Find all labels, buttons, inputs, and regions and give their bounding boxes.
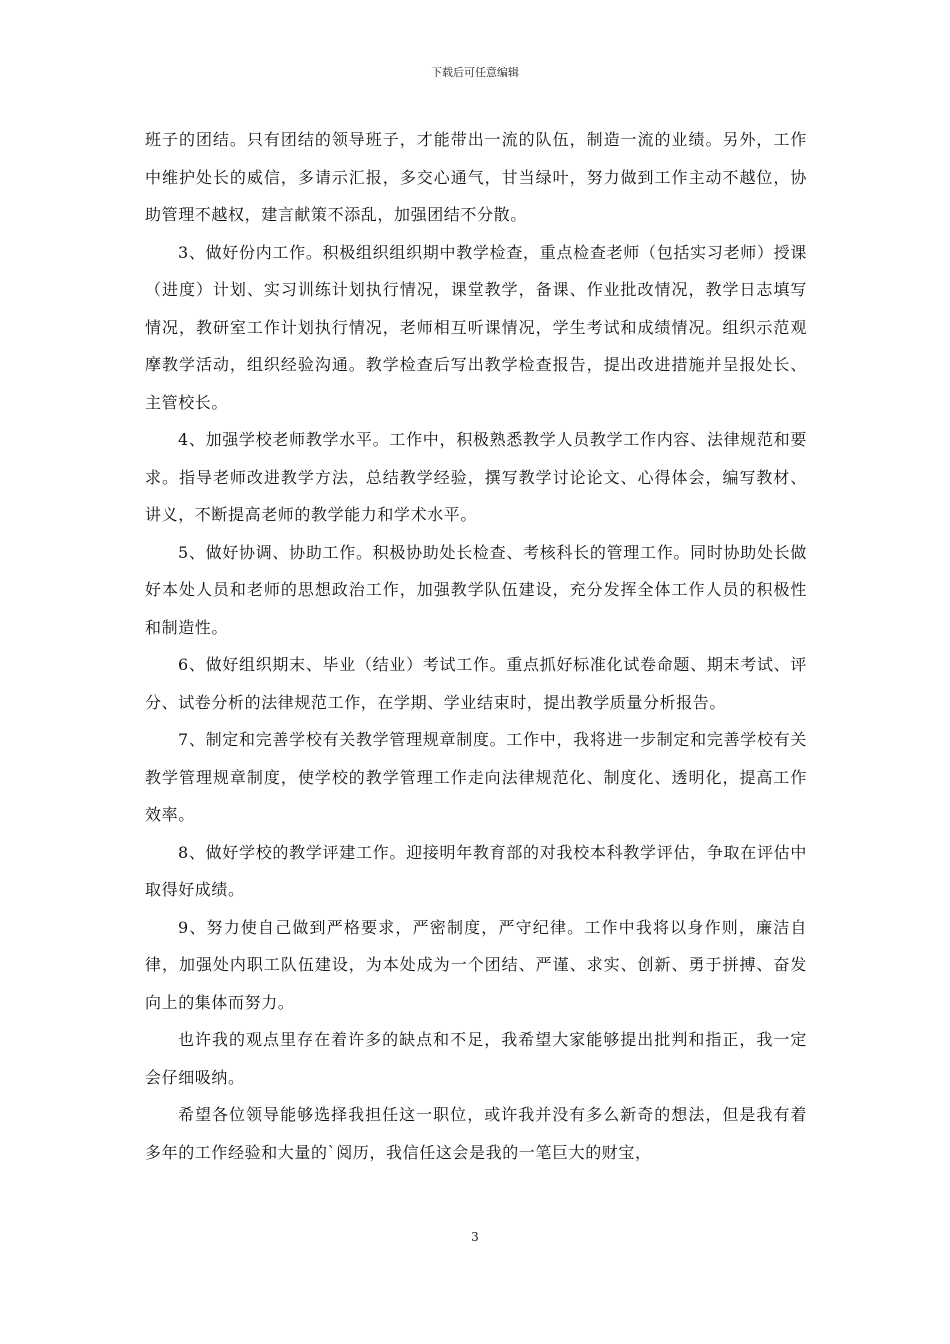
paragraph-closing-remark: 也许我的观点里存在着许多的缺点和不足，我希望大家能够提出批判和指正，我一定会仔细吸纳。 <box>145 1030 807 1087</box>
paragraph-item-6: 6、做好组织期末、毕业（结业）考试工作。重点抓好标准化试卷命题、期末考试、评分、试卷分析的法律规范工作，在学期、学业结束时，提出教学质量分析报告。 <box>145 655 807 712</box>
page-header: 下载后可任意编辑 <box>431 66 519 79</box>
document-body <box>145 121 807 1171</box>
paragraph-closing-hope: 希望各位领导能够选择我担任这一职位，或许我并没有多么新奇的想法，但是我有着多年的工作经验和大量的`阅历，我信任这会是我的一笔巨大的财宝， <box>145 1105 807 1162</box>
paragraph-item-4: 4、加强学校老师教学水平。工作中，积极熟悉教学人员教学工作内容、法律规范和要求。指导老师改进教学方法，总结教学经验，撰写教学讨论论文、心得体会，编写教材、讲义，不断提高老师的教学能力和学术水平。 <box>145 430 807 524</box>
paragraph-item-5: 5、做好协调、协助工作。积极协助处长检查、考核科长的管理工作。同时协助处长做好本处人员和老师的思想政治工作，加强教学队伍建设，充分发挥全体工作人员的积极性和制造性。 <box>145 542 807 637</box>
paragraph-item-3: 3、做好份内工作。积极组织组织期中教学检查，重点检查老师（包括实习老师）授课（进度）计划、实习训练计划执行情况，课堂教学，备课、作业批改情况，教学日志填写情况，教研室工作计划执行情况，老师相互听课情况，学生考试和成绩情况。组织示范观摩教学活动，组织经验沟通。教学检查后写出教学检查报告，提出改进措施并呈报处长、主管校长。 <box>145 242 807 412</box>
paragraph-item-7: 7、制定和完善学校有关教学管理规章制度。工作中，我将进一步制定和完善学校有关教学管理规章制度，使学校的教学管理工作走向法律规范化、制度化、透明化，提高工作效率。 <box>145 730 807 824</box>
paragraph-continuation: 班子的团结。只有团结的领导班子，才能带出一流的队伍，制造一流的业绩。另外，工作中维护处长的威信，多请示汇报，多交心通气，甘当绿叶，努力做到工作主动不越位，协助管理不越权，建言献策不添乱，加强团结不分散。 <box>145 130 807 224</box>
page-number: 3 <box>471 1230 479 1244</box>
paragraph-item-8: 8、做好学校的教学评建工作。迎接明年教育部的对我校本科教学评估，争取在评估中取得好成绩。 <box>145 842 807 899</box>
paragraph-item-9: 9、努力使自己做到严格要求，严密制度，严守纪律。工作中我将以身作则，廉洁自律，加强处内职工队伍建设，为本处成为一个团结、严谨、求实、创新、勇于拼搏、奋发向上的集体而努力。 <box>145 917 807 1012</box>
